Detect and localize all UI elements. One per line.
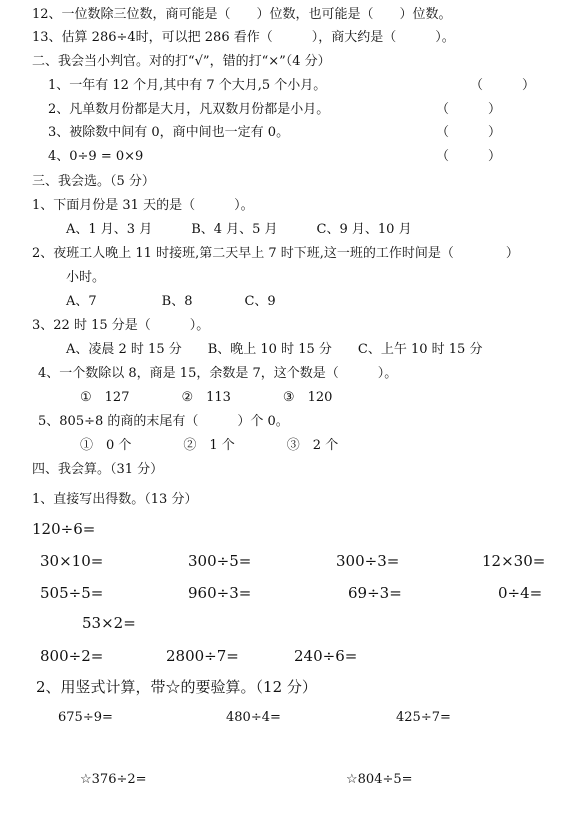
vertical-calc-item: ☆376÷2= bbox=[80, 772, 147, 787]
calc-item: 120÷6= bbox=[32, 520, 96, 538]
vertical-calc-item: 425÷7= bbox=[396, 710, 451, 725]
section-2-heading: 二、我会当小判官。对的打“√”，错的打“×”（4 分） bbox=[32, 54, 331, 69]
question-13: 13、估算 286÷4时，可以把 286 看作（ ），商大约是（ ）。 bbox=[32, 30, 455, 45]
calc-item: 69÷3= bbox=[348, 584, 402, 602]
section-3-heading: 三、我会选。（5 分） bbox=[32, 174, 155, 189]
choice-options-3: A、凌晨 2 时 15 分 B、晚上 10 时 15 分 C、上午 10 时 15 分 bbox=[66, 342, 483, 357]
calc-item: 2800÷7= bbox=[166, 647, 239, 665]
calc-item: 53×2= bbox=[82, 614, 136, 632]
choice-options-1: A、1 月、3 月 B、4 月、5 月 C、9 月、10 月 bbox=[66, 222, 412, 237]
choice-question-2: 2、夜班工人晚上 11 时接班,第二天早上 7 时下班,这一班的工作时间是（ ） bbox=[32, 246, 519, 261]
calc-item: 0÷4= bbox=[498, 584, 543, 602]
judge-answer-3[interactable]: （ ） bbox=[436, 125, 502, 140]
judge-answer-1[interactable]: （ ） bbox=[470, 78, 536, 93]
calc-item: 300÷3= bbox=[336, 552, 400, 570]
vertical-calc-heading: 2、用竖式计算，带☆的要验算。（12 分） bbox=[36, 678, 317, 696]
choice-options-4: ① 127 ② 113 ③ 120 bbox=[80, 390, 333, 405]
judge-item-4: 4、0÷9 = 0×9 bbox=[48, 149, 144, 164]
choice-question-5: 5、805÷8 的商的末尾有（ ）个 0。 bbox=[38, 414, 289, 429]
direct-calc-heading: 1、直接写出得数。（13 分） bbox=[32, 492, 198, 507]
choice-question-1: 1、下面月份是 31 天的是（ ）。 bbox=[32, 198, 254, 213]
section-4-heading: 四、我会算。（31 分） bbox=[32, 462, 164, 477]
vertical-calc-item: ☆804÷5= bbox=[346, 772, 413, 787]
calc-item: 505÷5= bbox=[40, 584, 104, 602]
judge-answer-4[interactable]: （ ） bbox=[436, 149, 502, 164]
calc-item: 240÷6= bbox=[294, 647, 358, 665]
vertical-calc-item: 675÷9= bbox=[58, 710, 113, 725]
calc-item: 960÷3= bbox=[188, 584, 252, 602]
choice-question-3: 3、22 时 15 分是（ ）。 bbox=[32, 318, 210, 333]
calc-item: 12×30= bbox=[482, 552, 546, 570]
choice-question-2-cont: 小时。 bbox=[66, 270, 106, 285]
choice-question-4: 4、一个数除以 8，商是 15，余数是 7，这个数是（ ）。 bbox=[38, 366, 398, 381]
calc-item: 800÷2= bbox=[40, 647, 104, 665]
judge-item-3: 3、被除数中间有 0，商中间也一定有 0。 bbox=[48, 125, 290, 140]
judge-item-1: 1、一年有 12 个月,其中有 7 个大月,5 个小月。 bbox=[48, 78, 327, 93]
question-12: 12、一位数除三位数，商可能是（ ）位数，也可能是（ ）位数。 bbox=[32, 7, 452, 22]
calc-item: 30×10= bbox=[40, 552, 104, 570]
vertical-calc-item: 480÷4= bbox=[226, 710, 281, 725]
judge-answer-2[interactable]: （ ） bbox=[436, 102, 502, 117]
calc-item: 300÷5= bbox=[188, 552, 252, 570]
choice-options-2: A、7 B、8 C、9 bbox=[66, 294, 276, 309]
judge-item-2: 2、凡单数月份都是大月，凡双数月份都是小月。 bbox=[48, 102, 330, 117]
choice-options-5: ① 0 个 ② 1 个 ③ 2 个 bbox=[80, 438, 339, 453]
